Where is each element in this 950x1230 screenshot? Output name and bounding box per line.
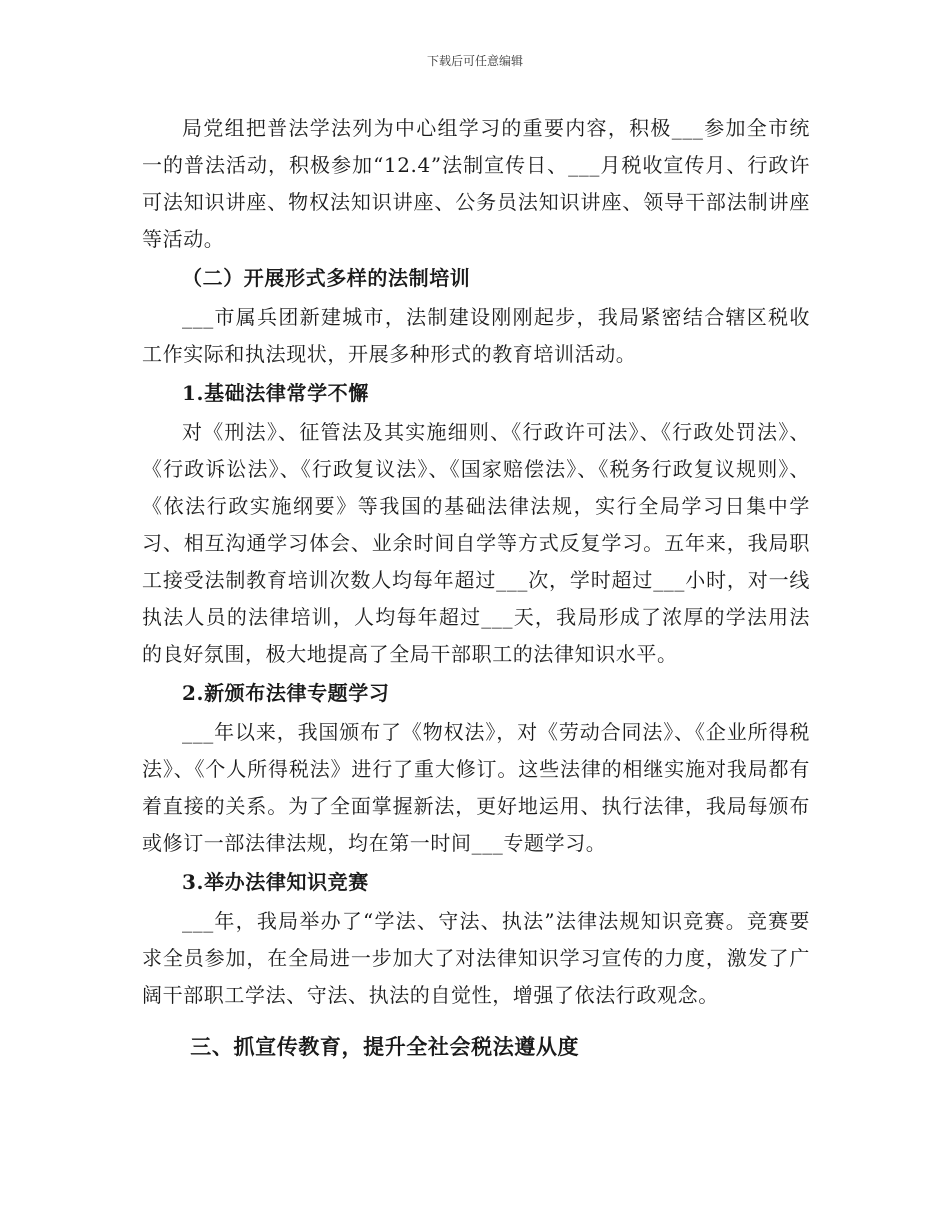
page-header: 下载后可任意编辑 [426,54,523,68]
paragraph-1: 局党组把普法学法列为中心组学习的重要内容，积极___参加全市统一的普法活动，积极参加“12.4”法制宣传日、___月税收宣传月、行政许可法知识讲座、物权法知识讲座、公务员法知识讲座、领导干部法制讲座等活动。 [142,116,810,251]
subheading-contest: 3.举办法律知识竞赛 [182,870,369,894]
document-body [142,110,810,1065]
paragraph-5: ___年，我局举办了“学法、守法、执法”法律法规知识竞赛。竞赛要求全员参加，在全局进一步加大了对法律知识学习宣传的力度，激发了广阔干部职工学法、守法、执法的自觉性，增强了依法行政观念。 [142,909,810,1007]
section-heading-2: （二）开展形式多样的法制培训 [182,266,471,290]
subheading-new-law: 2.新颁布法律专题学习 [182,681,390,705]
paragraph-3: 对《刑法》、征管法及其实施细则、《行政许可法》、《行政处罚法》、《行政诉讼法》、《行政复议法》、《国家赔偿法》、《税务行政复议规则》、《依法行政实施纲要》等我国的基础法律法规，实行全局学习日集中学习、相互沟通学习体会、业余时间自学等方式反复学习。五年来，我局职工接受法制教育培训次数人均每年超过___次，学时超过___小时，对一线执法人员的法律培训，人均每年超过___天，我局形成了浓厚的学法用法的良好氛围，极大地提高了全局干部职工的法律知识水平。 [142,420,810,666]
paragraph-2: ___市属兵团新建城市，法制建设刚刚起步，我局紧密结合辖区税收工作实际和执法现状，开展多种形式的教育培训活动。 [142,305,810,366]
section-heading-3: 三、抓宣传教育，提升全社会税法遵从度 [190,1034,580,1059]
paragraph-4: ___年以来，我国颁布了《物权法》，对《劳动合同法》、《企业所得税法》、《个人所得税法》进行了重大修订。这些法律的相继实施对我局都有着直接的关系。为了全面掌握新法，更好地运用、执行法律，我局每颁布或修订一部法律法规，均在第一时间___专题学习。 [142,720,810,855]
subheading-basic-law: 1.基础法律常学不懈 [182,381,369,405]
